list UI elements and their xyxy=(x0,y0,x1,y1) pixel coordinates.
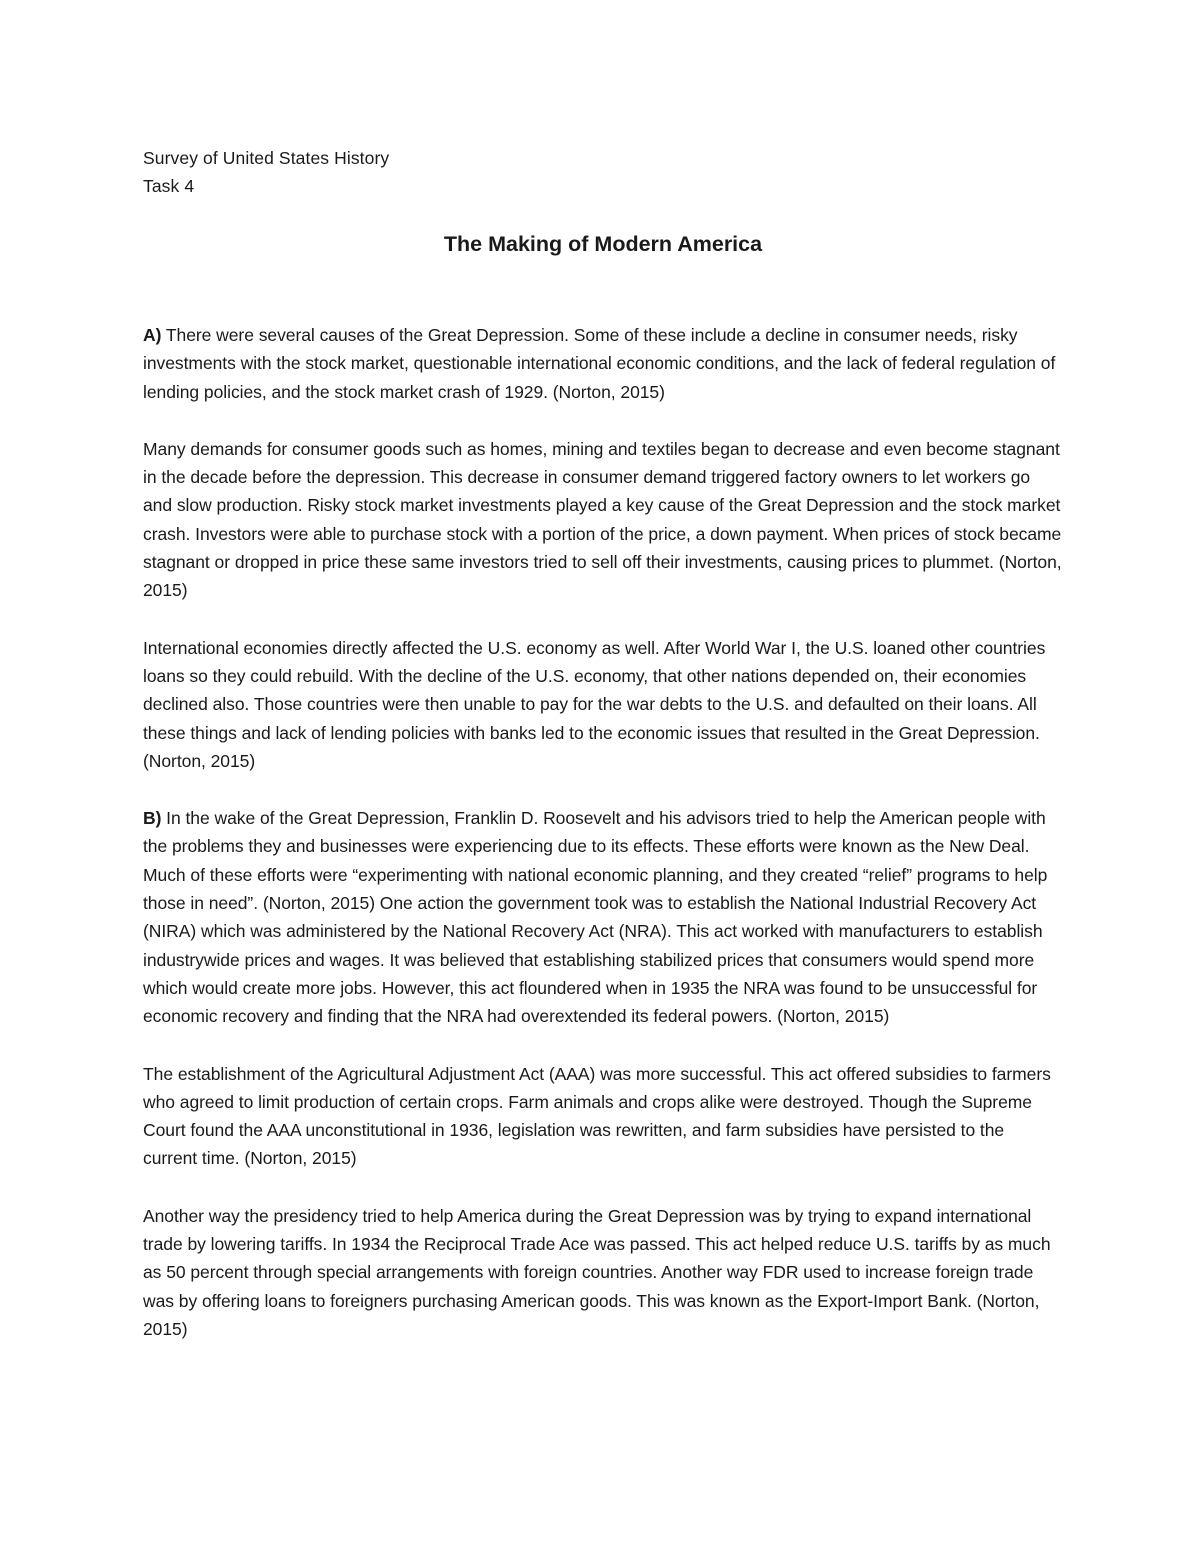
section-marker-a: A) xyxy=(143,325,162,345)
paragraph-text: Many demands for consumer goods such as homes, mining and textiles began to decrease and even become stagnant in the decade before the depression. This decrease in consumer demand triggered factory owners to let workers go and slow production. Risky stock market investments played a key cause of the Great Depression and the stock market crash. Investors were able to purchase stock with a portion of the price, a down payment. When prices of stock became stagnant or dropped in price these same investors tried to sell off their investments, causing prices to plummet. (Norton, 2015) xyxy=(143,438,1062,601)
paragraph-text: International economies directly affected the U.S. economy as well. After World War I, the U.S. loaned other countries loans so they could rebuild. With the decline of the U.S. economy, that other nations depended on, their economies declined also. Those countries were then unable to pay for the war debts to the U.S. and defaulted on their loans. All these things and lack of lending policies with banks led to the economic issues that resulted in the Great Depression. (Norton, 2015) xyxy=(143,637,1046,771)
paragraph-aaa xyxy=(143,1060,1063,1173)
course-name: Survey of United States History xyxy=(143,148,390,168)
section-marker-b: B) xyxy=(143,808,162,829)
paragraph-text: There were several causes of the Great Depression. Some of these include a decline in consumer needs, risky investments with the stock market, questionable international economic conditions, and the lack of federal regulation of lending policies, and the stock market crash of 1929. (Norton, 2015) xyxy=(143,325,1056,402)
document-body xyxy=(143,321,1063,1372)
document-header xyxy=(143,144,389,200)
paragraph-text: In the wake of the Great Depression, Franklin D. Roosevelt and his advisors tried to help the American people with the problems they and businesses were experiencing due to its effects. These efforts were known as the New Deal. Much of these efforts were “experimenting with national economic planning, and they created “relief” programs to help those in need”. (Norton, 2015) One action the government took was to establish the National Industrial Recovery Act (NIRA) which was administered by the National Recovery Act (NRA). This act worked with manufacturers to establish industrywide prices and wages. It was believed that establishing stabilized prices that consumers would spend more which would create more jobs. However, this act floundered when in 1935 the NRA was found to be unsuccessful for economic recovery and finding that the NRA had overextended its federal powers. (Norton, 2015) xyxy=(143,808,1048,1027)
task-label: Task 4 xyxy=(143,176,195,196)
document-page xyxy=(143,0,1063,1553)
paragraph-text: Another way the presidency tried to help America during the Great Depression was by trying to expand international trade by lowering tariffs. In 1934 the Reciprocal Trade Ace was passed. This act helped reduce U.S. tariffs by as much as 50 percent through special arrangements with foreign countries. Another way FDR used to increase foreign trade was by offering loans to foreigners purchasing American goods. This was known as the Export-Import Bank. (Norton, 2015) xyxy=(143,1205,1051,1339)
paragraph-consumer-demand xyxy=(143,435,1063,605)
paragraph-international-economies xyxy=(143,634,1063,775)
paragraph-trade xyxy=(143,1202,1063,1343)
paragraph-b-new-deal xyxy=(143,804,1063,1030)
paragraph-a-causes xyxy=(143,321,1063,406)
document-title: The Making of Modern America xyxy=(443,232,763,256)
paragraph-text: The establishment of the Agricultural Adjustment Act (AAA) was more successful. This act offered subsidies to farmers who agreed to limit production of certain crops. Farm animals and crops alike were destroyed. Though the Supreme Court found the AAA unconstitutional in 1936, legislation was rewritten, and farm subsidies have persisted to the current time. (Norton, 2015) xyxy=(143,1063,1051,1169)
